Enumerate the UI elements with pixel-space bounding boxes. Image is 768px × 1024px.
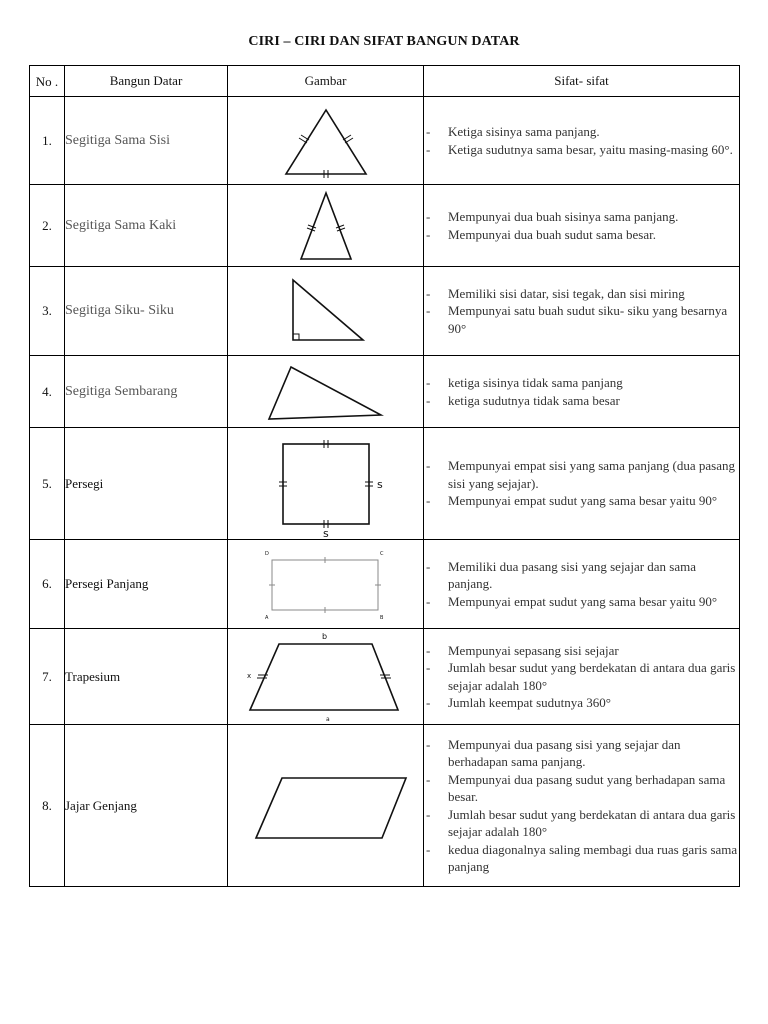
- header-row: [30, 66, 740, 97]
- row-number: 3.: [30, 267, 65, 356]
- property-item: - Jumlah besar sudut yang berdekatan di antara dua garis sejajar adalah 180°: [424, 806, 739, 841]
- header-picture: Gambar: [228, 66, 424, 97]
- shape-name: Jajar Genjang: [65, 725, 228, 887]
- shape-picture: [228, 97, 424, 185]
- header-no: No .: [30, 66, 65, 97]
- property-item: - Jumlah keempat sudutnya 360°: [424, 694, 739, 712]
- vertex-label: D: [264, 551, 269, 557]
- shape-properties: [424, 428, 740, 540]
- shape-picture: [228, 267, 424, 356]
- property-item: - Mempunyai empat sisi yang sama panjang (dua pasang sisi yang sejajar).: [424, 457, 739, 492]
- property-item: - Mempunyai sepasang sisi sejajar: [424, 642, 739, 660]
- row-number: 4.: [30, 356, 65, 428]
- header-props: Sifat- sifat: [424, 66, 740, 97]
- shape-properties: [424, 97, 740, 185]
- row-number: 2.: [30, 185, 65, 267]
- side-label: b: [321, 631, 327, 641]
- row-number: 6.: [30, 540, 65, 629]
- property-item: - ketiga sudutnya tidak sama besar: [424, 392, 739, 410]
- shape-properties: [424, 629, 740, 725]
- shape-picture: [228, 629, 424, 725]
- equilateral-triangle-icon: [271, 100, 381, 182]
- property-item: - kedua diagonalnya saling membagi dua ruas garis sama panjang: [424, 841, 739, 876]
- shape-name: Persegi: [65, 428, 228, 540]
- property-item: - Ketiga sisinya sama panjang.: [424, 123, 739, 141]
- property-item: - ketiga sisinya tidak sama panjang: [424, 374, 739, 392]
- side-label: s: [322, 526, 329, 538]
- property-item: - Mempunyai empat sudut yang sama besar yaitu 90°: [424, 593, 739, 611]
- property-item: - Ketiga sudutnya sama besar, yaitu masing-masing 60°.: [424, 141, 739, 159]
- shape-properties: [424, 356, 740, 428]
- property-item: - Mempunyai satu buah sudut siku- siku yang besarnya 90°: [424, 302, 739, 337]
- table-row: [30, 428, 740, 540]
- shapes-table: [29, 65, 740, 887]
- vertex-label: B: [379, 615, 383, 621]
- shape-name: Trapesium: [65, 629, 228, 725]
- right-triangle-icon: [271, 272, 381, 350]
- table-row: [30, 540, 740, 629]
- property-item: - Memiliki dua pasang sisi yang sejajar dan sama panjang.: [424, 558, 739, 593]
- table-row: [30, 267, 740, 356]
- shape-name: Segitiga Sama Sisi: [65, 97, 228, 185]
- row-number: 1.: [30, 97, 65, 185]
- shape-name: Segitiga Siku- Siku: [65, 267, 228, 356]
- table-row: [30, 97, 740, 185]
- side-label: s: [376, 477, 383, 491]
- shape-properties: [424, 185, 740, 267]
- property-item: - Mempunyai dua pasang sisi yang sejajar dan berhadapan sama panjang.: [424, 736, 739, 771]
- row-number: 8.: [30, 725, 65, 887]
- side-label: a: [325, 715, 330, 723]
- table-row: [30, 185, 740, 267]
- vertex-label: A: [264, 615, 268, 621]
- shape-name: Persegi Panjang: [65, 540, 228, 629]
- rectangle-icon: [256, 544, 396, 624]
- row-number: 7.: [30, 629, 65, 725]
- shape-properties: [424, 725, 740, 887]
- isosceles-triangle-icon: [271, 187, 381, 265]
- row-number: 5.: [30, 428, 65, 540]
- shape-picture: [228, 540, 424, 629]
- table-row: [30, 356, 740, 428]
- shape-name: Segitiga Sembarang: [65, 356, 228, 428]
- page-title: CIRI – CIRI DAN SIFAT BANGUN DATAR: [248, 34, 520, 49]
- shape-picture: [228, 185, 424, 267]
- side-label: x: [246, 671, 251, 680]
- shape-picture: [228, 428, 424, 540]
- property-item: - Mempunyai dua pasang sudut yang berhadapan sama besar.: [424, 771, 739, 806]
- table-row: [30, 629, 740, 725]
- property-item: - Mempunyai dua buah sisinya sama panjang.: [424, 208, 739, 226]
- vertex-label: C: [379, 551, 383, 557]
- property-item: - Mempunyai empat sudut yang sama besar yaitu 90°: [424, 492, 739, 510]
- property-item: - Memiliki sisi datar, sisi tegak, dan sisi miring: [424, 285, 739, 303]
- trapezoid-icon: [234, 630, 418, 724]
- shape-name: Segitiga Sama Kaki: [65, 185, 228, 267]
- shape-properties: [424, 267, 740, 356]
- parallelogram-icon: [236, 766, 416, 846]
- shape-picture: [228, 356, 424, 428]
- square-icon: [261, 430, 391, 538]
- shape-properties: [424, 540, 740, 629]
- scalene-triangle-icon: [261, 359, 391, 425]
- table-row: [30, 725, 740, 887]
- header-name: Bangun Datar: [65, 66, 228, 97]
- shape-picture: [228, 725, 424, 887]
- property-item: - Mempunyai dua buah sudut sama besar.: [424, 226, 739, 244]
- property-item: - Jumlah besar sudut yang berdekatan di antara dua garis sejajar adalah 180°: [424, 659, 739, 694]
